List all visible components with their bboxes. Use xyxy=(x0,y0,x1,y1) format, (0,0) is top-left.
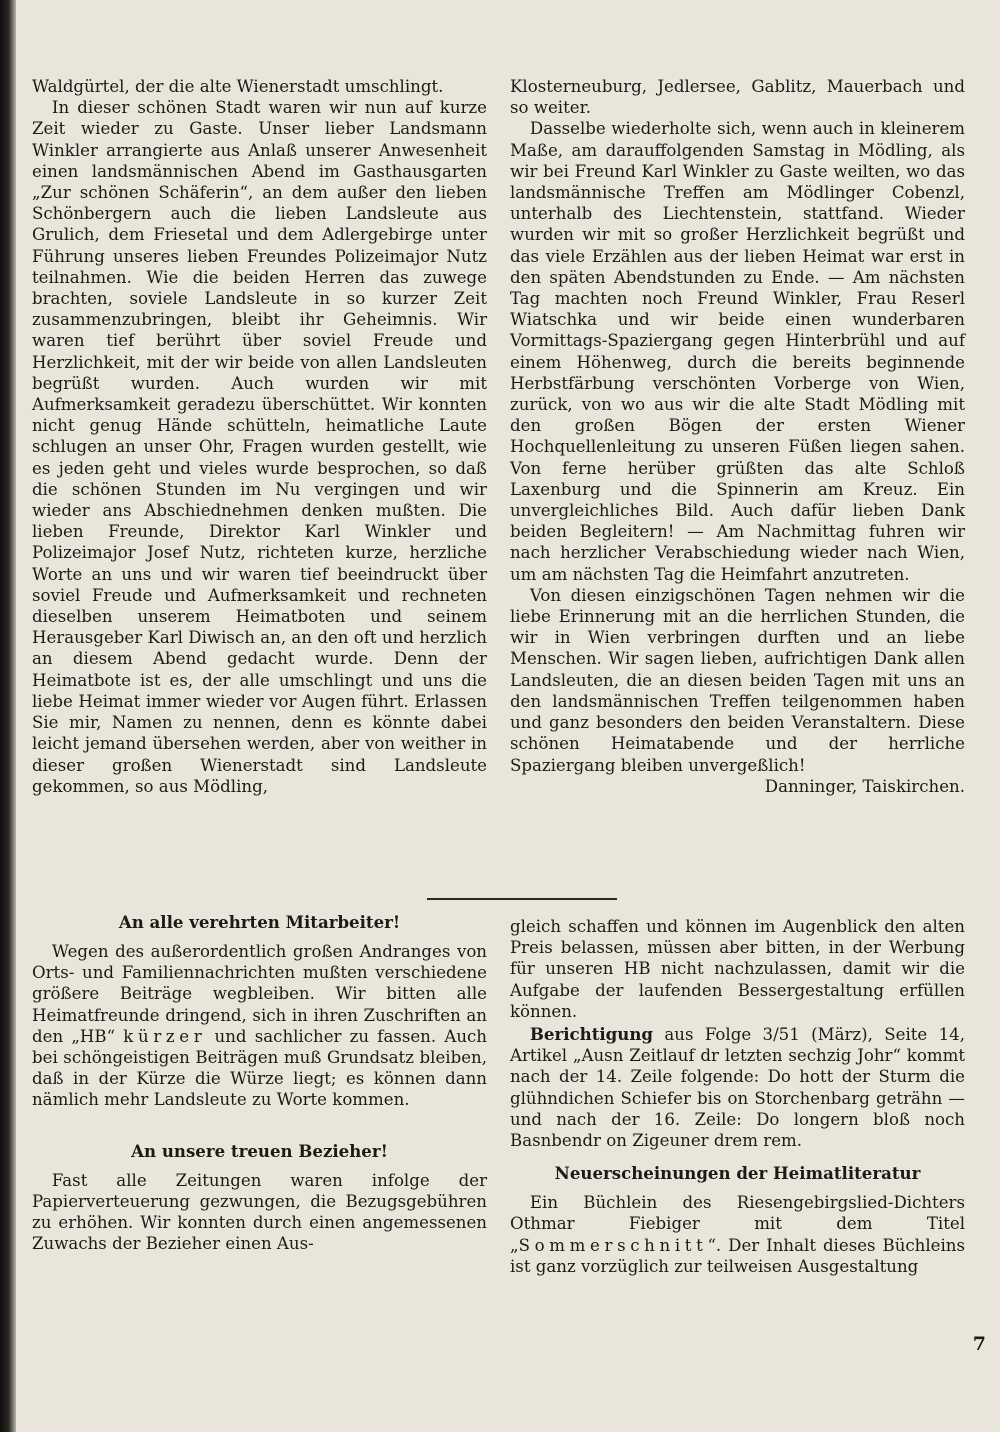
article-paragraph: Klosterneuburg, Jedlersee, Gablitz, Mauerbach und so weiter. xyxy=(510,77,965,118)
publications-heading: Neuerscheinungen der Heimatliteratur xyxy=(554,1163,921,1184)
subscribers-notice-start: Fast alle Zeitungen waren infolge der Papierverteuerung gezwungen, die Bezugsgebühren zu erhöhen. Wir konnten durch einen angemessenen Zuwachs der Bezieher einen Aus- xyxy=(32,1170,487,1254)
contributors-notice: Wegen des außerordentlich großen Andranges von Orts- und Familiennachrichten mußten verschiedene größere Beiträge wegbleiben. Wir bitten alle Heimatfreunde dringend, sich in ihren Zuschriften an den „HB“ kürzer und sachlicher zu fassen. Auch bei schöngeistigen Beiträgen muß Grundsatz bleiben, daß in der Kürze die Würze liegt; es können dann nämlich mehr Landsleute zu Worte kommen. xyxy=(32,942,487,1110)
contributors-heading: An alle verehrten Mitarbeiter! xyxy=(118,912,401,932)
correction-notice: Berichtigung aus Folge 3/51 (März), Seite 14, Artikel „Ausn Zeitlauf dr letzten sechzig Johr“ kommt nach der 14. Zeile folgende: Do hott der Sturm die glühndichen Schiefer bis on Storchenbarg geträhn — und nach der 16. Zeile: Do longern bloß noch Basnbendr on Zigeuner drem rem. xyxy=(510,1024,965,1151)
article-right-column xyxy=(510,76,965,797)
article-left-column xyxy=(32,76,487,797)
subscribers-notice-continued: gleich schaffen und können im Augenblick den alten Preis belassen, müssen aber bitten, in der Werbung für unseren HB nicht nachzulassen, damit wir die Aufgabe der laufenden Bessergestaltung erfüllen können. xyxy=(510,917,965,1021)
article-paragraph: In dieser schönen Stadt waren wir nun auf kurze Zeit wieder zu Gaste. Unser lieber Landsmann Winkler arrangierte aus Anlaß unserer Anwesenheit einen landsmännischen Abend im Gasthausgarten „Zur schönen Schäferin“, an dem außer den lieben Schönbergern auch die lieben Landsleute aus Grulich, dem Friesetal und dem Adlergebirge unter Führung unseres lieben Freundes Polizeimajor Nutz teilnahmen. Wie die beiden Herren das zuwege brachten, soviele Landsleute in so kurzer Zeit zusammenzubringen, bleibt ihr Geheimnis. Wir waren tief berührt über soviel Freude und Herzlichkeit, mit der wir beide von allen Landsleuten begrüßt wurden. Auch wurden wir mit Aufmerksamkeit geradezu überschüttet. Wir konnten nicht genug Hände schütteln, heimatliche Laute schlugen an unser Ohr, Fragen wurden gestellt, wie es jeden geht und vieles wurde besprochen, so daß die schönen Stunden im Nu vergingen und wir wieder ans Abschiednehmen denken mußten. Die lieben Freunde, Direktor Karl Winkler und Polizeimajor Josef Nutz, richteten kurze, herzliche Worte an uns und wir waren tief beeindruckt über soviel Freude und Aufmerksamkeit und rechneten dieselben unserem Heimatboten und seinem Herausgeber Karl Diwisch an, an den oft und herzlich an diesem Abend gedacht wurde. Denn der Heimatbote ist es, der alle umschlingt und uns die liebe Heimat immer wieder vor Augen führt. Erlassen Sie mir, Namen zu nennen, denn es könnte dabei leicht jemand übersehen werden, aber von weither in dieser großen Wienerstadt sind Landsleute gekommen, so aus Mödling, xyxy=(32,98,487,796)
page-number: 7 xyxy=(972,1333,987,1355)
article-paragraph: Dasselbe wiederholte sich, wenn auch in kleinerem Maße, am darauffolgenden Samstag in Mödling, als wir bei Freund Karl Winkler zu Gaste weilten, wo das landsmännische Treffen am Mödlinger Cobenzl, unterhalb des Liechtenstein, stattfand. Wieder wurden wir mit so großer Herzlichkeit begrüßt und das viele Erzählen aus der lieben Heimat war erst in den späten Abendstunden zu Ende. — Am nächsten Tag machten noch Freund Winkler, Frau Reserl Wiatschka und wir beide einen wunderbaren Vormittags-Spaziergang gegen Hinterbrühl und auf einem Höhenweg, durch die bereits beginnende Herbstfärbung verschönten Vorberge von Wien, zurück, von wo aus wir die alte Stadt Mödling mit den großen Bögen der ersten Wiener Hochquellenleitung zu unseren Füßen liegen sahen. Von ferne herüber grüßten das alte Schloß Laxenburg und die Spinnerin am Kreuz. Ein unvergleichliches Bild. Auch dafür lieben Dank beiden Begleitern! — Am Nachmittag fuhren wir nach herzlicher Verabschiedung wieder nach Wien, um am nächsten Tag die Heimfahrt anzutreten. xyxy=(510,119,965,584)
article-signature: Danninger, Taiskirchen. xyxy=(764,776,965,796)
book-title: Sommerschnitt xyxy=(518,1235,708,1255)
correction-label: Berichtigung xyxy=(529,1024,654,1045)
section-divider xyxy=(427,898,617,900)
publications-text: Ein Büchlein des Riesengebirgslied-Dichters Othmar Fiebiger mit dem Titel „Sommerschnitt“. Der Inhalt dieses Büchleins ist ganz vorzüglich zur teilweisen Ausgestaltung xyxy=(510,1193,965,1276)
notices-left-column xyxy=(32,912,487,1254)
notices-right-column xyxy=(510,916,965,1277)
newspaper-page xyxy=(28,70,987,1400)
article-paragraph: Von diesen einzigschönen Tagen nehmen wir die liebe Erinnerung mit an die herrlichen Stunden, die wir in Wien verbringen durften und an liebe Menschen. Wir sagen lieben, aufrichtigen Dank allen Landsleuten, die an diesen beiden Tagen mit uns an den landsmännischen Treffen teilgenommen haben und ganz besonders den beiden Veranstaltern. Diese schönen Heimatabende und der herrliche Spaziergang bleiben unvergeßlich! xyxy=(510,585,965,775)
emphasized-word: kürzer xyxy=(123,1026,207,1046)
article-paragraph: Waldgürtel, der die alte Wienerstadt umschlingt. xyxy=(32,77,444,96)
binding-shadow xyxy=(0,0,16,1432)
subscribers-heading: An unsere treuen Bezieher! xyxy=(131,1140,388,1161)
